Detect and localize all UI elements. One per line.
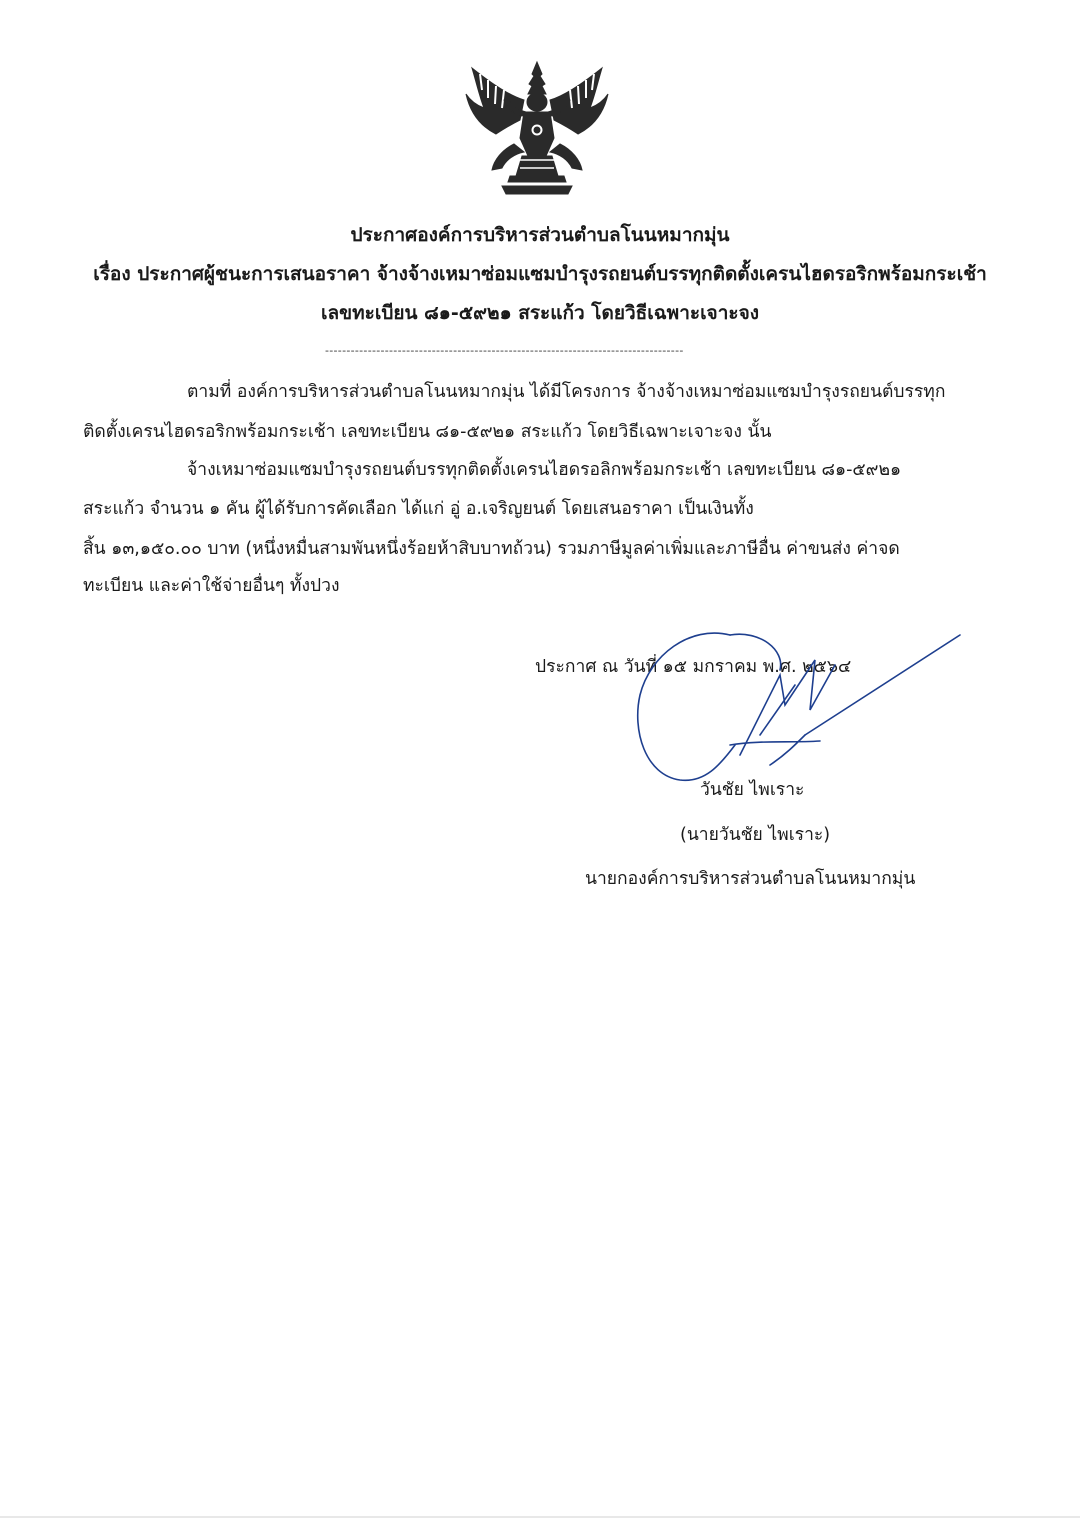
announcement-title: ประกาศองค์การบริหารส่วนตำบลโนนหมากมุ่น — [350, 224, 730, 246]
paragraph-2-line-2: สระแก้ว จำนวน ๑ คัน ผู้ได้รับการคัดเลือก ได้แก่ อู่ อ.เจริญยนต์ โดยเสนอราคา เป็นเงินทั้ง — [83, 499, 754, 519]
paragraph-2-line-3: สิ้น ๑๓,๑๕๐.๐๐ บาท (หนึ่งหมื่นสามพันหนึ่งร้อยห้าสิบบาทถ้วน) รวมภาษีมูลค่าเพิ่มและภาษีอื่น ค่าขนส่ง ค่าจด — [83, 539, 900, 559]
signed-name: วันชัย ไพเราะ — [700, 780, 805, 800]
paragraph-1-line-2: ติดตั้งเครนไฮดรอริกพร้อมกระเช้า เลขทะเบียน ๘๑-๕๙๒๑ สระแก้ว โดยวิธีเฉพาะเจาะจง นั้น — [83, 422, 772, 442]
garuda-emblem-icon — [462, 60, 612, 200]
announce-date: ประกาศ ณ วันที่ ๑๕ มกราคม พ.ศ. ๒๕๖๔ — [535, 657, 852, 677]
paragraph-2-line-4: ทะเบียน และค่าใช้จ่ายอื่นๆ ทั้งปวง — [83, 576, 340, 596]
paragraph-2-line-1: จ้างเหมาซ่อมแซมบำรุงรถยนต์บรรทุกติดตั้งเครนไฮดรอลิกพร้อมกระเช้า เลขทะเบียน ๘๑-๕๙๒๑ — [187, 460, 902, 480]
scan-edge-line — [0, 1516, 1080, 1518]
handwritten-signature — [620, 615, 980, 795]
announcement-subject-continued: เลขทะเบียน ๘๑-๕๙๒๑ สระแก้ว โดยวิธีเฉพาะเจาะจง — [321, 302, 759, 324]
heading-divider: ------------------------------------------------------------------------------------ — [325, 344, 684, 357]
signatory-position: นายกองค์การบริหารส่วนตำบลโนนหมากมุ่น — [585, 869, 916, 889]
announcement-subject: เรื่อง ประกาศผู้ชนะการเสนอราคา จ้างจ้างเหมาซ่อมแซมบำรุงรถยนต์บรรทุกติดตั้งเครนไฮดรอริกพร้อมกระเช้า — [93, 263, 987, 285]
printed-name: (นายวันชัย ไพเราะ) — [680, 825, 831, 845]
paragraph-1-line-1: ตามที่ องค์การบริหารส่วนตำบลโนนหมากมุ่น ได้มีโครงการ จ้างจ้างเหมาซ่อมแซมบำรุงรถยนต์บรรทุก — [187, 382, 946, 402]
